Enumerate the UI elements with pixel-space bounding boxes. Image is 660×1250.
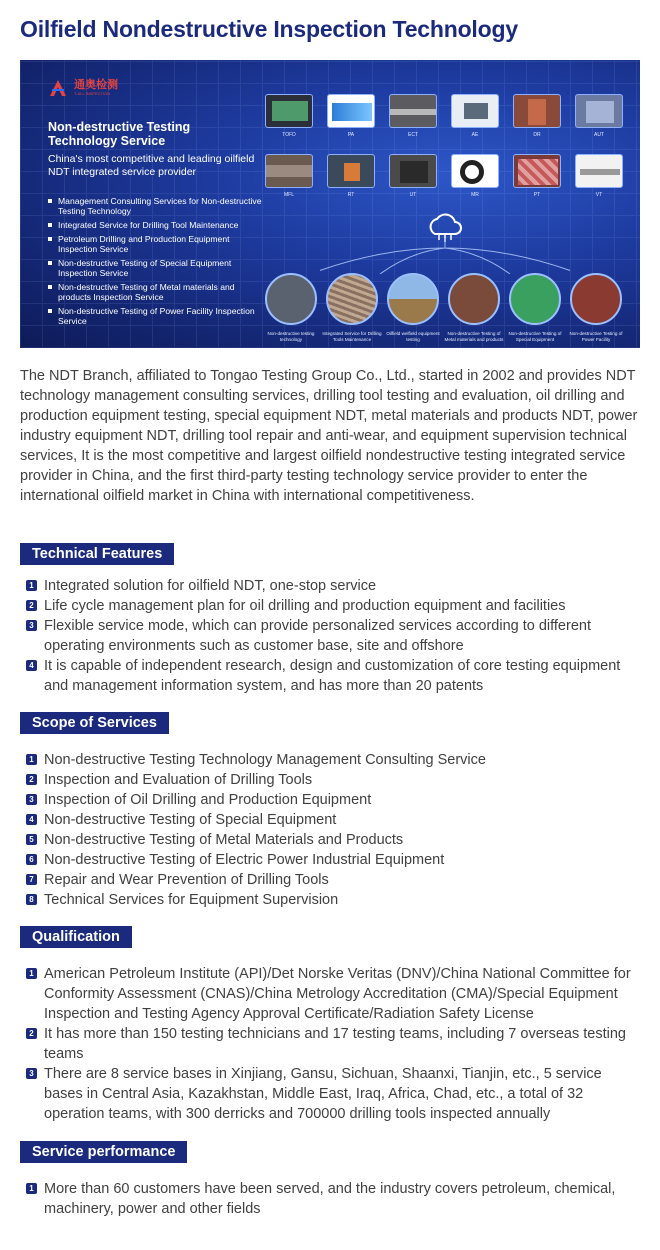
number-badge: 3 (26, 794, 37, 805)
number-badge: 2 (26, 600, 37, 611)
list-item (26, 770, 642, 790)
list-item-text: Non-destructive Testing of Special Equipment (44, 812, 337, 828)
list-item (26, 830, 642, 850)
method-label: PA (347, 132, 355, 138)
list-item (26, 596, 642, 616)
number-badge: 1 (26, 968, 37, 979)
number-badge: 6 (26, 854, 37, 865)
banner-service-item: Integrated Service for Drilling Tool Maintenance (48, 220, 263, 230)
service-circle-label: Non-destructive Testing of Power Facility (569, 331, 623, 342)
list-item (26, 750, 642, 770)
method-label: ECT (408, 132, 418, 138)
list-item-text: Non-destructive Testing of Electric Power Industrial Equipment (44, 852, 445, 868)
number-badge: 2 (26, 774, 37, 785)
method-label: RT (347, 192, 355, 198)
list-item-text: American Petroleum Institute (API)/Det Norske Veritas (DNV)/China National Committee for Conformity Assessment (CNAS)/China Metrology Accreditation (CMA)/Special Equipment Inspection and Testing Agency Approval Certificate/Radiation Safety License (44, 966, 631, 1022)
banner-service-item: Non-destructive Testing of Metal materials and products Inspection Service (48, 282, 263, 302)
list-item-text: Integrated solution for oilfield NDT, one-stop service (44, 578, 377, 594)
method-thumbnail-ae (451, 94, 499, 128)
list-item (26, 1064, 642, 1124)
section-tag-scope-of-services: Scope of Services (20, 712, 169, 734)
list-item (26, 656, 642, 696)
number-badge: 1 (26, 754, 37, 765)
method-thumbnail-mfl (265, 154, 313, 188)
method-label: AE (471, 132, 479, 138)
number-badge: 8 (26, 894, 37, 905)
list-item-text: Flexible service mode, which can provide personalized services according to different operating environments such as customer base, site and offshore (44, 618, 591, 654)
list-item (26, 890, 642, 910)
number-badge: 7 (26, 874, 37, 885)
method-label: MR (471, 192, 479, 198)
banner-description: China's most competitive and leading oilfield NDT integrated service provider (48, 153, 255, 178)
method-thumbnail-dr (513, 94, 561, 128)
service-circle-label: Integrated Service for Drilling Tools Maintenance (322, 331, 382, 342)
qualification-list (26, 964, 642, 1124)
service-circle-label: Oilfield welfield equipment testing (386, 331, 440, 342)
list-item-text: Repair and Wear Prevention of Drilling Tools (44, 872, 329, 888)
company-logo (48, 78, 118, 98)
service-circle-drilling-tools (326, 273, 378, 325)
method-label: DR (533, 132, 541, 138)
list-item-text: It is capable of independent research, design and customization of core testing equipment and management information system, and has more than 20 patents (44, 658, 621, 694)
method-thumbnail-rt (327, 154, 375, 188)
number-badge: 4 (26, 660, 37, 671)
number-badge: 1 (26, 1183, 37, 1194)
service-circle-label: Non-destructive Testing of Metal materials and products (444, 331, 504, 342)
service-circle-metal-materials (448, 273, 500, 325)
hero-banner (20, 60, 640, 348)
method-thumbnail-ect (389, 94, 437, 128)
method-thumbnail-pa (327, 94, 375, 128)
list-item-text: Non-destructive Testing Technology Management Consulting Service (44, 752, 486, 768)
method-label: VT (595, 192, 603, 198)
list-item (26, 1024, 642, 1064)
method-label: AUT (594, 132, 604, 138)
service-circle-power-facility (570, 273, 622, 325)
banner-service-item: Non-destructive Testing of Power Facility Inspection Service (48, 306, 263, 326)
list-item-text: There are 8 service bases in Xinjiang, Gansu, Sichuan, Shaanxi, Tianjin, etc., 5 service bases in Central Asia, Kazakhstan, Middle East, Iraq, Africa, Chad, etc., a total of 32 operation teams, with 300 derricks and 700000 drilling tools inspected annually (44, 1066, 602, 1122)
banner-service-item: Management Consulting Services for Non-destructive Testing Technology (48, 196, 263, 216)
service-performance-list (26, 1179, 642, 1219)
connection-lines-icon (320, 238, 570, 274)
list-item (26, 616, 642, 656)
scope-of-services-list (26, 750, 642, 910)
method-label: UT (409, 192, 417, 198)
number-badge: 1 (26, 580, 37, 591)
section-tag-service-performance: Service performance (20, 1141, 187, 1163)
banner-service-item: Non-destructive Testing of Special Equipment Inspection Service (48, 258, 263, 278)
method-thumbnail-ut (389, 154, 437, 188)
technical-features-list (26, 576, 642, 696)
method-thumbnail-vt (575, 154, 623, 188)
list-item (26, 850, 642, 870)
list-item-text: Technical Services for Equipment Supervision (44, 892, 339, 908)
method-label: PT (533, 192, 541, 198)
method-label: TOFD (282, 132, 296, 138)
list-item (26, 1179, 642, 1219)
intro-paragraph: The NDT Branch, affiliated to Tongao Testing Group Co., Ltd., started in 2002 and provides NDT technology management consulting services, drilling tool testing and evaluation, oil drilling and production equipment testing, special equipment NDT, metal materials and products NDT, power industry equipment NDT, drilling tool repair and anti-wear, and equipment supervision technical services, It is the most competitive and largest oilfield nondestructive testing integrated service provider in China, and the first third-party testing technology service provider to enter the international oilfield market in China with international competitiveness. (20, 368, 638, 504)
banner-heading: Non-destructive Testing Technology Service (48, 120, 191, 148)
list-item-text: Inspection of Oil Drilling and Production Equipment (44, 792, 372, 808)
number-badge: 3 (26, 1068, 37, 1079)
method-thumbnail-mr (451, 154, 499, 188)
service-circle-label: Non-destructive testing technology (267, 331, 315, 342)
service-circle-special-equipment (509, 273, 561, 325)
banner-service-item: Petroleum Drilling and Production Equipment Inspection Service (48, 234, 263, 254)
list-item (26, 870, 642, 890)
list-item (26, 576, 642, 596)
method-thumbnail-pt (513, 154, 561, 188)
section-tag-qualification: Qualification (20, 926, 132, 948)
number-badge: 4 (26, 814, 37, 825)
list-item-text: Life cycle management plan for oil drilling and production equipment and facilities (44, 598, 566, 614)
list-item (26, 810, 642, 830)
service-circle-oilfield-equipment (387, 273, 439, 325)
method-thumbnail-aut (575, 94, 623, 128)
logo-text: 通奥检测 (74, 79, 118, 91)
list-item-text: Non-destructive Testing of Metal Materials and Products (44, 832, 404, 848)
list-item (26, 964, 642, 1024)
list-item-text: More than 60 customers have been served, and the industry covers petroleum, chemical, machinery, power and other fields (44, 1181, 616, 1217)
method-thumbnail-tofd (265, 94, 313, 128)
list-item-text: Inspection and Evaluation of Drilling Tools (44, 772, 313, 788)
number-badge: 2 (26, 1028, 37, 1039)
banner-service-list (48, 196, 263, 330)
page-title: Oilfield Nondestructive Inspection Technology (20, 16, 518, 42)
logo-subtext: T-ALL INSPECTION (74, 91, 111, 96)
service-circle-ndt-technology (265, 273, 317, 325)
number-badge: 3 (26, 620, 37, 631)
logo-mark-icon (48, 78, 68, 98)
section-tag-technical-features: Technical Features (20, 543, 174, 565)
list-item-text: It has more than 150 testing technicians and 17 testing teams, including 7 overseas testing teams (44, 1026, 626, 1062)
list-item (26, 790, 642, 810)
method-label: MFL (284, 192, 294, 198)
number-badge: 5 (26, 834, 37, 845)
service-circle-label: Non-destructive Testing of Special Equipment (508, 331, 562, 342)
